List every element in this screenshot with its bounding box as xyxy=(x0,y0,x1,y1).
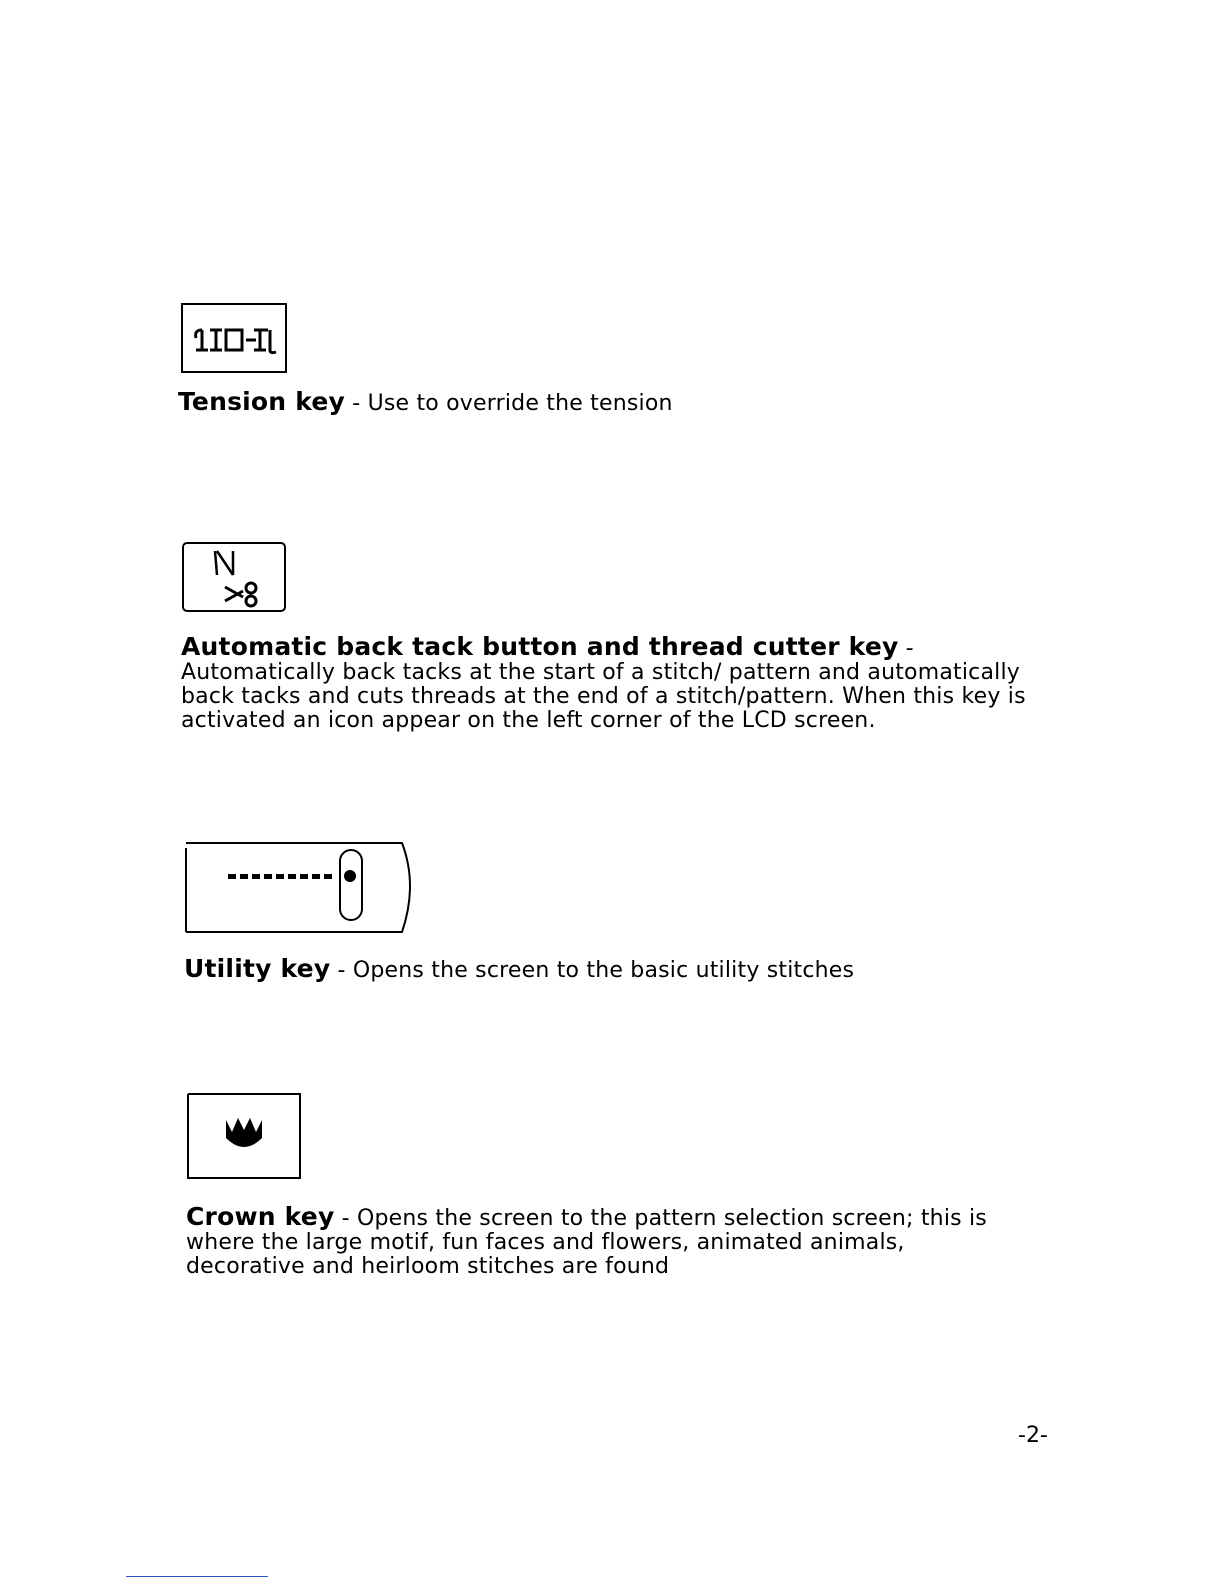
utility-key-icon-box xyxy=(184,840,420,936)
tension-key-icon-box xyxy=(180,302,290,374)
tension-key-separator: - xyxy=(345,391,368,416)
page-number: -2- xyxy=(1018,1423,1048,1448)
tension-key-title: Tension key xyxy=(178,387,346,416)
footer-line xyxy=(126,1576,268,1577)
backtack-key-icon-box xyxy=(181,541,289,615)
utility-stitch-icon xyxy=(184,840,420,936)
backtack-key-title: Automatic back tack button and thread cutter key xyxy=(181,632,899,661)
tension-icon xyxy=(180,302,290,374)
utility-key-entry xyxy=(184,954,1084,983)
crown-key-description: Opens the screen to the pattern selection screen; this is where the large motif, fun faces and flowers, animated animals, decorative and heirloom stitches are found xyxy=(186,1206,987,1279)
tension-key-entry xyxy=(178,387,1078,416)
crown-key-entry xyxy=(186,1202,1026,1279)
crown-key-title: Crown key xyxy=(186,1202,335,1231)
utility-key-title: Utility key xyxy=(184,954,331,983)
utility-key-separator: - xyxy=(330,958,353,983)
backtack-thread-cutter-icon xyxy=(181,541,289,615)
crown-key-icon-box xyxy=(186,1090,304,1182)
utility-key-description: Opens the screen to the basic utility stitches xyxy=(352,958,855,983)
crown-icon xyxy=(186,1090,304,1182)
tension-key-description: Use to override the tension xyxy=(367,391,673,416)
backtack-key-entry xyxy=(181,632,1041,733)
crown-key-separator: - xyxy=(334,1206,357,1231)
backtack-key-description: Automatically back tacks at the start of a stitch/ pattern and automatically back tacks and cuts threads at the end of a stitch/pattern. When this key is activated an icon appear on the left corner of the LCD screen. xyxy=(181,660,1026,733)
backtack-key-separator: - xyxy=(898,636,914,661)
